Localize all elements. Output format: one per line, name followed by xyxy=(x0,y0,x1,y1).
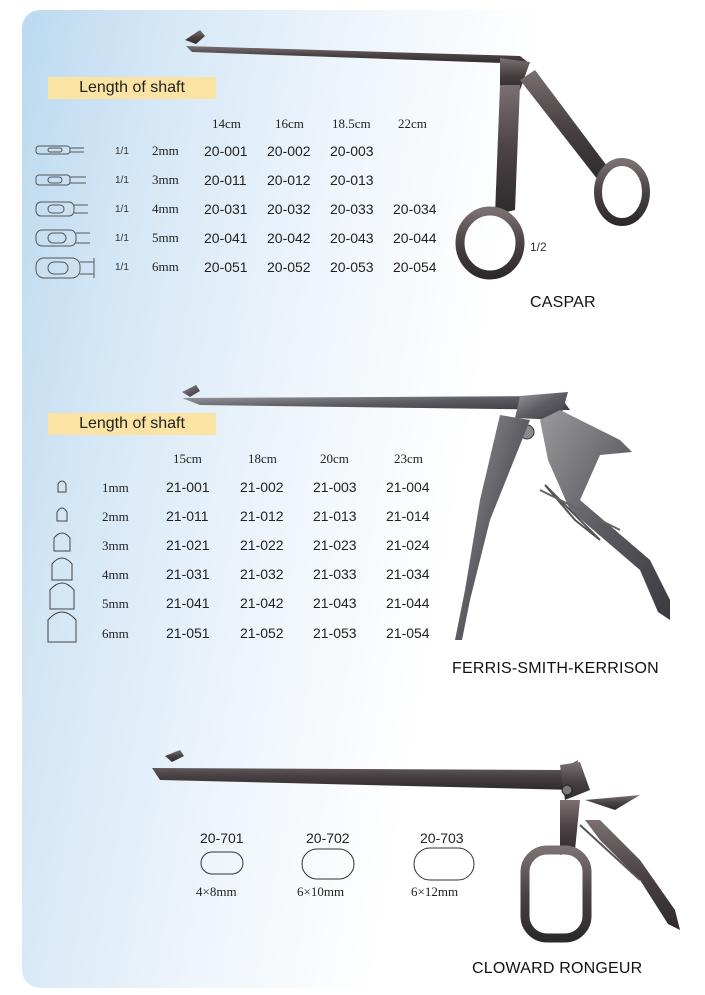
caspar-code: 20-053 xyxy=(330,259,374,275)
jaw-6mm-icon xyxy=(36,258,94,278)
jaw-6mm-icon xyxy=(48,612,76,642)
ferris-code: 21-013 xyxy=(313,508,357,524)
caspar-code: 20-052 xyxy=(267,259,311,275)
ferris-size: 6mm xyxy=(102,626,129,641)
ferris-col-20cm: 20cm xyxy=(320,451,349,466)
caspar-code: 20-043 xyxy=(330,230,374,246)
caspar-code: 20-013 xyxy=(330,172,374,188)
caspar-col-22cm: 22cm xyxy=(398,116,427,131)
caspar-code: 20-012 xyxy=(267,172,311,188)
jaw-2mm-icon xyxy=(36,146,84,154)
caspar-code: 20-003 xyxy=(330,143,374,159)
ferris-code: 21-001 xyxy=(166,479,210,495)
ferris-code: 21-053 xyxy=(313,625,357,641)
caspar-code: 20-044 xyxy=(393,230,437,246)
ferris-code: 21-043 xyxy=(313,595,357,611)
caspar-code: 20-031 xyxy=(204,201,248,217)
caspar-ratio: 1/1 xyxy=(115,175,129,186)
ferris-code: 21-054 xyxy=(386,625,430,641)
ferris-code: 21-041 xyxy=(166,595,210,611)
cloward-jaw-icons xyxy=(201,848,474,880)
jaw-3mm-icon xyxy=(54,533,70,551)
jaw-6x12-icon xyxy=(414,848,474,880)
caspar-size: 5mm xyxy=(152,230,179,245)
caspar-title: CASPAR xyxy=(530,294,596,311)
ferris-jaw-icons xyxy=(48,481,76,642)
ferris-code: 21-012 xyxy=(240,508,284,524)
jaw-6x10-icon xyxy=(302,849,354,879)
jaw-4x8-icon xyxy=(201,852,243,874)
ferris-code: 21-021 xyxy=(166,537,210,553)
caspar-scale-note: 1/2 xyxy=(530,240,547,254)
ferris-code: 21-003 xyxy=(313,479,357,495)
caspar-code: 20-001 xyxy=(204,143,248,159)
jaw-4mm-icon xyxy=(36,202,88,216)
caspar-size: 2mm xyxy=(152,143,179,158)
caspar-code: 20-042 xyxy=(267,230,311,246)
ferris-code: 21-011 xyxy=(166,508,209,524)
caspar-shaft-label: Length of shaft xyxy=(48,77,216,99)
ferris-title: FERRIS-SMITH-KERRISON xyxy=(452,660,659,677)
caspar-code: 20-033 xyxy=(330,201,374,217)
caspar-code: 20-011 xyxy=(204,172,247,188)
ferris-code: 21-031 xyxy=(166,566,210,582)
caspar-size: 6mm xyxy=(152,259,179,274)
jaw-1mm-icon xyxy=(58,481,66,492)
cloward-title: CLOWARD RONGEUR xyxy=(472,960,643,977)
ferris-code: 21-051 xyxy=(166,625,210,641)
caspar-size: 3mm xyxy=(152,172,179,187)
ferris-shaft-label: Length of shaft xyxy=(48,413,216,435)
caspar-col-14cm: 14cm xyxy=(212,116,241,131)
caspar-ratio: 1/1 xyxy=(115,233,129,244)
caspar-code: 20-054 xyxy=(393,259,437,275)
ferris-code: 21-023 xyxy=(313,537,357,553)
cloward-code: 20-701 xyxy=(200,830,244,846)
jaw-2mm-icon xyxy=(57,508,67,521)
ferris-size: 4mm xyxy=(102,567,129,582)
ferris-code: 21-042 xyxy=(240,595,284,611)
jaw-3mm-icon xyxy=(36,175,86,185)
caspar-col-18-5cm: 18.5cm xyxy=(332,116,371,131)
cloward-size: 6×12mm xyxy=(411,884,459,899)
ferris-col-15cm: 15cm xyxy=(173,451,202,466)
ferris-size: 2mm xyxy=(102,509,129,524)
caspar-ratio: 1/1 xyxy=(115,262,129,273)
caspar-code: 20-041 xyxy=(204,230,248,246)
jaw-4mm-icon xyxy=(52,558,72,580)
caspar-jaw-icons xyxy=(36,146,94,278)
cloward-code: 20-702 xyxy=(306,830,350,846)
ferris-size: 3mm xyxy=(102,538,129,553)
caspar-code: 20-034 xyxy=(393,201,437,217)
ferris-code: 21-024 xyxy=(386,537,430,553)
cloward-size: 6×10mm xyxy=(297,884,345,899)
caspar-size: 4mm xyxy=(152,201,179,216)
caspar-code: 20-051 xyxy=(204,259,248,275)
ferris-size: 1mm xyxy=(102,480,129,495)
caspar-code: 20-032 xyxy=(267,201,311,217)
ferris-code: 21-002 xyxy=(240,479,284,495)
ferris-code: 21-032 xyxy=(240,566,284,582)
cloward-size: 4×8mm xyxy=(196,884,237,899)
ferris-code: 21-014 xyxy=(386,508,430,524)
ferris-code: 21-034 xyxy=(386,566,430,582)
jaw-5mm-icon xyxy=(36,230,90,246)
caspar-ratio: 1/1 xyxy=(115,146,129,157)
ferris-col-18cm: 18cm xyxy=(248,451,277,466)
ferris-code: 21-052 xyxy=(240,625,284,641)
ferris-code: 21-022 xyxy=(240,537,284,553)
ferris-col-23cm: 23cm xyxy=(394,451,423,466)
ferris-size: 5mm xyxy=(102,596,129,611)
ferris-code: 21-004 xyxy=(386,479,430,495)
caspar-code: 20-002 xyxy=(267,143,311,159)
cloward-code: 20-703 xyxy=(420,830,464,846)
jaw-5mm-icon xyxy=(50,583,74,609)
ferris-code: 21-044 xyxy=(386,595,430,611)
caspar-ratio: 1/1 xyxy=(115,204,129,215)
ferris-code: 21-033 xyxy=(313,566,357,582)
caspar-col-16cm: 16cm xyxy=(275,116,304,131)
